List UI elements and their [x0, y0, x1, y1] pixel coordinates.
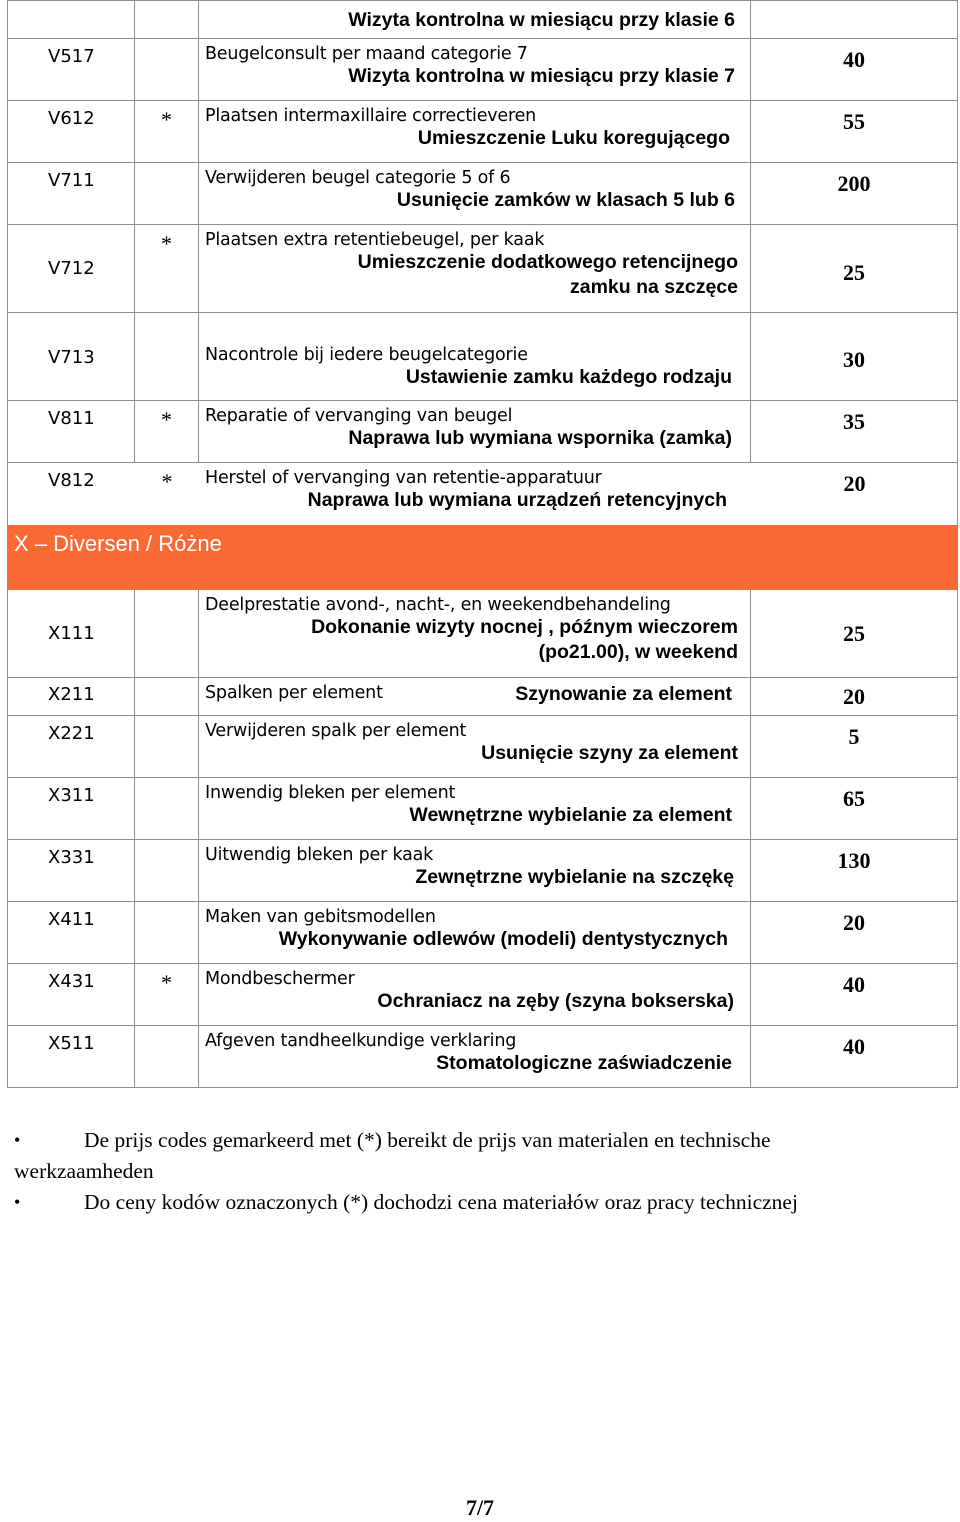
footnotes [14, 1125, 914, 1218]
description-cell [199, 778, 751, 840]
code-cell: V517 [8, 39, 135, 101]
star-cell [135, 678, 199, 716]
table-row [8, 902, 958, 964]
description-cell [199, 902, 751, 964]
description-cell [199, 716, 751, 778]
code-cell: V711 [8, 163, 135, 225]
description-cell [199, 678, 751, 716]
code-cell: X211 [8, 678, 135, 716]
code-cell: V712 [8, 225, 135, 313]
description-pl: Ochraniacz na zęby (szyna bokserska) [377, 990, 734, 1012]
price-cell: 20 [843, 471, 866, 496]
description-nl: Deelprestatie avond-, nacht-, en weekendbehandeling [205, 595, 671, 615]
price-cell: 20 [751, 678, 958, 716]
star-cell [135, 163, 199, 225]
price-cell: 40 [751, 39, 958, 101]
description-pl: Dokonanie wizyty nocnej , późnym wieczorem (po21.00), w weekend [311, 616, 738, 663]
table-row [8, 1, 958, 39]
star-cell: * [135, 101, 199, 163]
price-cell: 200 [751, 163, 958, 225]
description-cell [199, 39, 751, 101]
price-cell: 30 [751, 313, 958, 401]
footnote-pl [14, 1187, 914, 1218]
table-row [8, 163, 958, 225]
code-cell: V612 [8, 101, 135, 163]
description-cell [199, 225, 751, 313]
description-cell [199, 313, 751, 401]
section-heading: X – Diversen / Różne [14, 531, 222, 556]
description-pl: Zewnętrzne wybielanie na szczękę [415, 866, 734, 888]
price-cell: 130 [751, 840, 958, 902]
code-cell: X431 [8, 964, 135, 1026]
price-cell: 25 [751, 590, 958, 678]
description-pl: Wykonywanie odlewów (modeli) dentystycznych [278, 928, 728, 950]
description-pl: Ustawienie zamku każdego rodzaju [405, 366, 732, 388]
footnote-text: Do ceny kodów oznaczonych (*) dochodzi cena materiałów oraz pracy technicznej [84, 1190, 798, 1214]
star-cell [135, 840, 199, 902]
description-cell [199, 1, 751, 39]
code-cell: V713 [8, 313, 135, 401]
star-cell: * [135, 401, 199, 463]
footnote-nl [14, 1125, 914, 1187]
description-cell [199, 590, 751, 678]
star-cell [135, 313, 199, 401]
code-cell: X511 [8, 1026, 135, 1088]
table-row [8, 840, 958, 902]
description-pl: Wizyta kontrolna w miesiącu przy klasie 7 [348, 65, 735, 87]
table-row [8, 401, 958, 463]
star-cell [135, 1026, 199, 1088]
description-nl: Beugelconsult per maand categorie 7 [205, 44, 528, 64]
bullet-icon: • [14, 1192, 21, 1212]
tariff-table [7, 0, 958, 1088]
price-cell: 5 [751, 716, 958, 778]
footnote-text: De prijs codes gemarkeerd met (*) bereikt de prijs van materialen en technische werkzaamheden [14, 1128, 771, 1183]
description-nl: Plaatsen extra retentiebeugel, per kaak [205, 230, 545, 250]
code-cell: X411 [8, 902, 135, 964]
table-row [8, 39, 958, 101]
table-row [8, 964, 958, 1026]
description-nl: Plaatsen intermaxillaire correctieveren [205, 106, 537, 126]
table-row [8, 716, 958, 778]
table-row [8, 590, 958, 678]
description-nl: Verwijderen spalk per element [205, 721, 467, 741]
description-pl: Usunięcie zamków w klasach 5 lub 6 [396, 189, 735, 211]
description-cell [199, 964, 751, 1026]
description-cell [199, 1026, 751, 1088]
description-nl: Uitwendig bleken per kaak [205, 845, 434, 865]
price-cell: 40 [751, 964, 958, 1026]
description-nl: Mondbeschermer [205, 969, 355, 989]
star-cell [135, 1, 199, 39]
star-cell: * [135, 225, 199, 313]
star-cell [135, 778, 199, 840]
description-cell [199, 401, 751, 463]
description-pl: Wizyta kontrolna w miesiącu przy klasie 6 [348, 9, 735, 31]
price-cell: 25 [751, 225, 958, 313]
price-cell: 35 [751, 401, 958, 463]
description-nl: Maken van gebitsmodellen [205, 907, 436, 927]
table-row [8, 463, 958, 590]
star-cell: * [161, 469, 173, 494]
description-pl: Usunięcie szyny za element [481, 742, 738, 764]
price-cell: 65 [751, 778, 958, 840]
code-cell: X221 [8, 716, 135, 778]
price-cell: 55 [751, 101, 958, 163]
description-pl: Umieszczenie dodatkowego retencijnego zamku na szczęce [357, 251, 738, 298]
code-cell: V811 [8, 401, 135, 463]
description-nl: Verwijderen beugel categorie 5 of 6 [205, 168, 511, 188]
bullet-icon: • [14, 1130, 21, 1150]
description-cell [199, 163, 751, 225]
price-cell: 40 [751, 1026, 958, 1088]
table-row [8, 678, 958, 716]
table-row [8, 778, 958, 840]
description-cell [199, 468, 735, 513]
table-row [8, 101, 958, 163]
description-pl: Naprawa lub wymiana wspornika (zamka) [348, 427, 732, 449]
table-row [8, 313, 958, 401]
description-cell [199, 840, 751, 902]
description-nl: Herstel of vervanging van retentie-apparatuur [205, 468, 602, 488]
code-cell [8, 1, 135, 39]
star-cell [135, 590, 199, 678]
description-pl: Szynowanie za element [515, 683, 732, 705]
description-pl: Naprawa lub wymiana urządzeń retencyjnych [307, 489, 727, 511]
price-cell [751, 1, 958, 39]
star-cell [135, 716, 199, 778]
description-nl: Nacontrole bij iedere beugelcategorie [205, 345, 528, 365]
description-cell [199, 101, 751, 163]
description-pl: Wewnętrzne wybielanie za element [409, 804, 732, 826]
code-cell: V812 [48, 470, 95, 491]
description-nl: Afgeven tandheelkundige verklaring [205, 1031, 517, 1051]
description-nl: Inwendig bleken per element [205, 783, 456, 803]
price-cell: 20 [751, 902, 958, 964]
star-cell [135, 39, 199, 101]
table-row [8, 225, 958, 313]
star-cell [135, 902, 199, 964]
star-cell: * [135, 964, 199, 1026]
description-nl: Spalken per element [205, 683, 383, 703]
code-cell: X331 [8, 840, 135, 902]
description-nl: Reparatie of vervanging van beugel [205, 406, 513, 426]
code-cell: X111 [8, 590, 135, 678]
section-cell [8, 463, 958, 590]
table-row [8, 1026, 958, 1088]
code-cell: X311 [8, 778, 135, 840]
description-pl: Umieszczenie Luku koregującego [417, 127, 730, 149]
page-number: 7/7 [465, 1495, 495, 1520]
description-pl: Stomatologiczne zaświadczenie [436, 1052, 732, 1074]
